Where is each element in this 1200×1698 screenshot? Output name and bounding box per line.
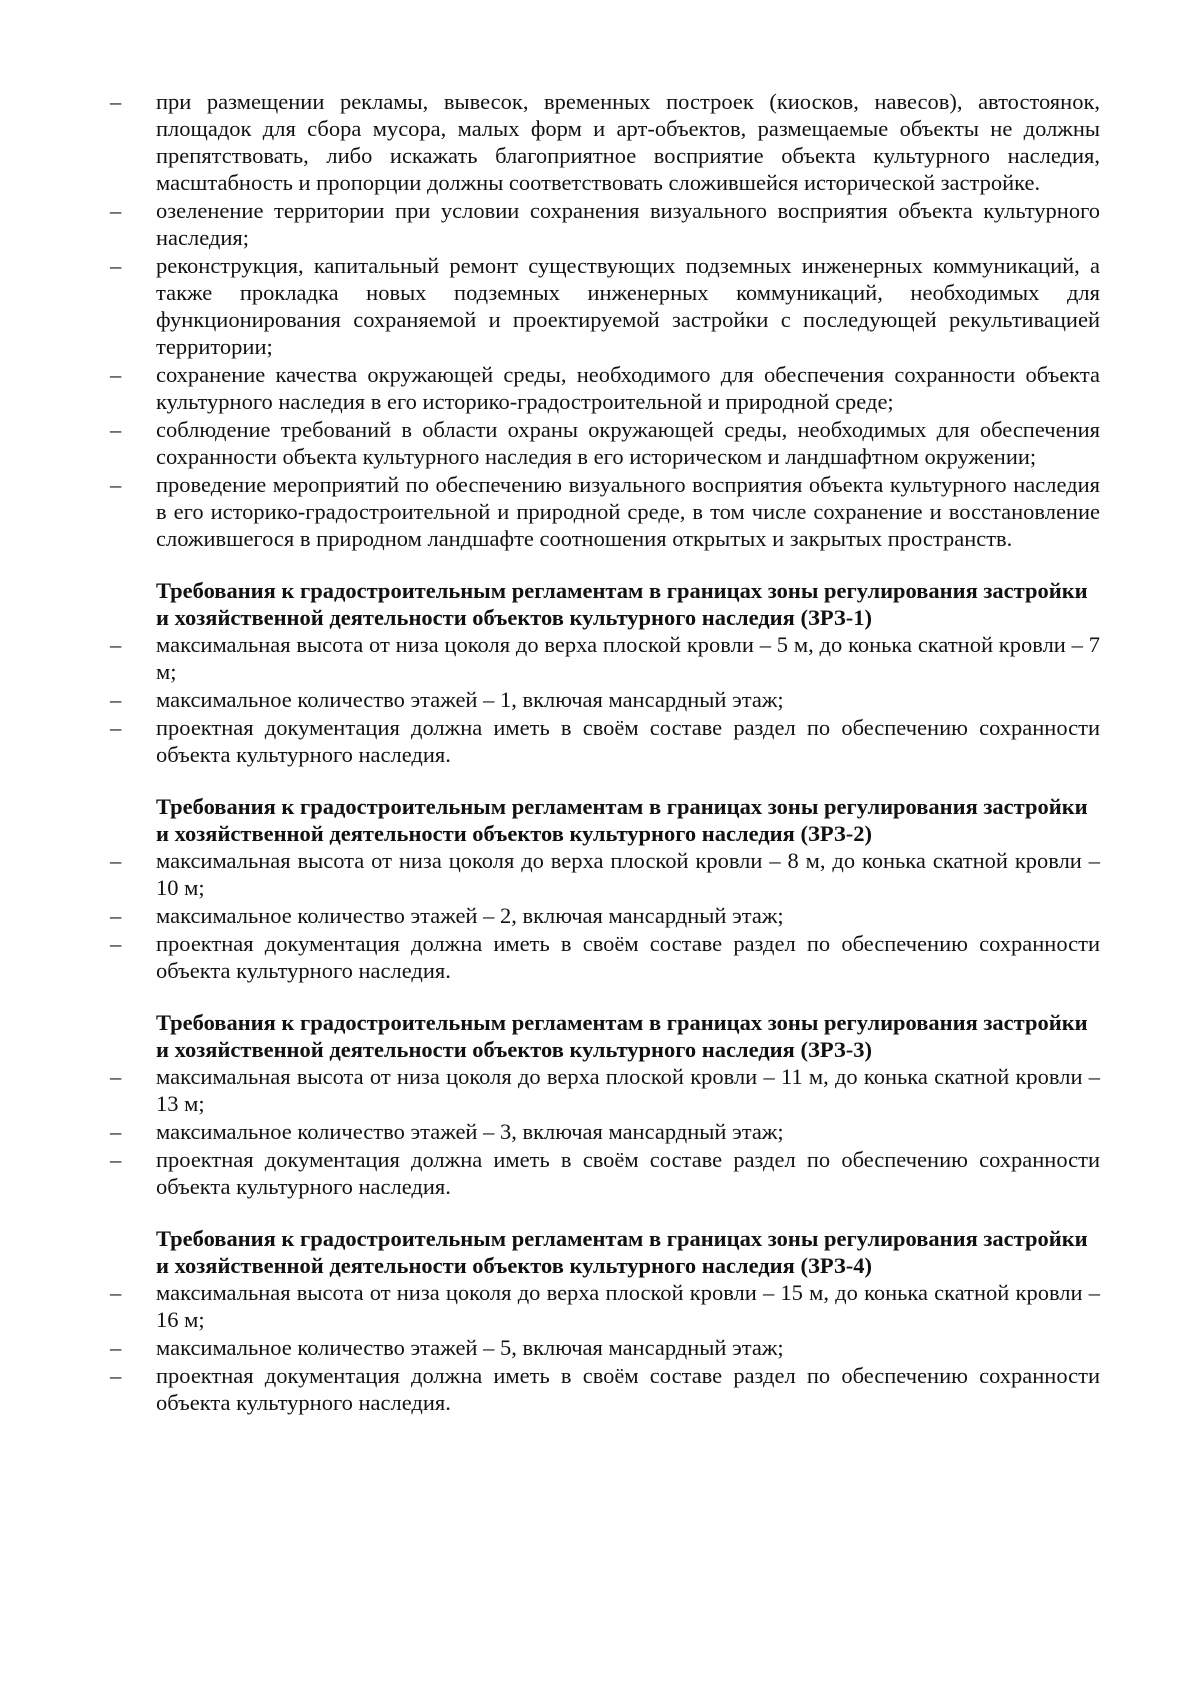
dash-marker: –	[110, 931, 122, 956]
list-item-text: проведение мероприятий по обеспечению визуального восприятия объекта культурного наследия в его историко-градостроительной и природной среде, в том числе сохранение и восстановление сложившегося в природном ландшафте соотношения открытых и закрытых пространств.	[156, 472, 1100, 551]
list-item	[110, 1118, 1100, 1145]
list-item	[110, 1334, 1100, 1361]
list-item-text: проектная документация должна иметь в своём составе раздел по обеспечению сохранности объекта культурного наследия.	[156, 715, 1100, 767]
section-title: Требования к градостроительным регламентам в границах зоны регулирования застройки и хозяйственной деятельности объектов культурного наследия (ЗРЗ-4)	[156, 1226, 1088, 1278]
section-zrz-2	[110, 793, 1100, 984]
dash-marker: –	[110, 253, 122, 278]
dash-marker: –	[110, 417, 122, 442]
list-item-text: при размещении рекламы, вывесок, временных построек (киосков, навесов), автостоянок, площадок для сбора мусора, малых форм и арт-объектов, размещаемые объекты не должны препятствовать, либо искажать благоприятное восприятие объекта культурного наследия, масштабность и пропорции должны соответствовать сложившейся исторической застройке.	[156, 89, 1100, 195]
dash-marker: –	[110, 1147, 122, 1172]
list-item-text: максимальная высота от низа цоколя до верха плоской кровли – 11 м, до конька скатной кровли – 13 м;	[156, 1064, 1100, 1116]
section-zrz-3	[110, 1009, 1100, 1200]
list-item	[110, 631, 1100, 685]
list-item-text: максимальное количество этажей – 5, включая мансардный этаж;	[156, 1335, 784, 1360]
list-item-text: максимальная высота от низа цоколя до верха плоской кровли – 8 м, до конька скатной кровли – 10 м;	[156, 848, 1100, 900]
list-item-text: максимальное количество этажей – 3, включая мансардный этаж;	[156, 1119, 784, 1144]
list-item-text: сохранение качества окружающей среды, необходимого для обеспечения сохранности объекта культурного наследия в его историко-градостроительной и природной среде;	[156, 362, 1100, 414]
dash-marker: –	[110, 715, 122, 740]
list-item	[110, 471, 1100, 552]
list-item	[110, 847, 1100, 901]
list-item	[110, 714, 1100, 768]
list-item	[110, 1279, 1100, 1333]
list-item	[110, 252, 1100, 360]
section-list	[110, 631, 1100, 768]
list-item	[110, 88, 1100, 196]
dash-marker: –	[110, 1119, 122, 1144]
list-item	[110, 1146, 1100, 1200]
list-item-text: озеленение территории при условии сохранения визуального восприятия объекта культурного наследия;	[156, 198, 1100, 250]
list-item-text: максимальное количество этажей – 1, включая мансардный этаж;	[156, 687, 784, 712]
list-item	[110, 416, 1100, 470]
dash-marker: –	[110, 1363, 122, 1388]
dash-marker: –	[110, 903, 122, 928]
dash-marker: –	[110, 1280, 122, 1305]
dash-marker: –	[110, 1064, 122, 1089]
list-item	[110, 902, 1100, 929]
list-item-text: проектная документация должна иметь в своём составе раздел по обеспечению сохранности объекта культурного наследия.	[156, 931, 1100, 983]
document-content	[110, 88, 1100, 1417]
list-item-text: максимальная высота от низа цоколя до верха плоской кровли – 15 м, до конька скатной кровли – 16 м;	[156, 1280, 1100, 1332]
section-zrz-1	[110, 577, 1100, 768]
list-item-text: проектная документация должна иметь в своём составе раздел по обеспечению сохранности объекта культурного наследия.	[156, 1147, 1100, 1199]
dash-marker: –	[110, 632, 122, 657]
section-list	[110, 1063, 1100, 1200]
dash-marker: –	[110, 1335, 122, 1360]
list-item	[110, 361, 1100, 415]
list-item-text: проектная документация должна иметь в своём составе раздел по обеспечению сохранности объекта культурного наследия.	[156, 1363, 1100, 1415]
section-title: Требования к градостроительным регламентам в границах зоны регулирования застройки и хозяйственной деятельности объектов культурного наследия (ЗРЗ-1)	[156, 578, 1088, 630]
list-item-text: максимальная высота от низа цоколя до верха плоской кровли – 5 м, до конька скатной кровли – 7 м;	[156, 632, 1100, 684]
list-item	[110, 197, 1100, 251]
section-zrz-4	[110, 1225, 1100, 1416]
section-list	[110, 847, 1100, 984]
dash-marker: –	[110, 198, 122, 223]
list-item-text: соблюдение требований в области охраны окружающей среды, необходимых для обеспечения сохранности объекта культурного наследия в его историческом и ландшафтном окружении;	[156, 417, 1100, 469]
section-title: Требования к градостроительным регламентам в границах зоны регулирования застройки и хозяйственной деятельности объектов культурного наследия (ЗРЗ-3)	[156, 1010, 1088, 1062]
section-list	[110, 1279, 1100, 1416]
dash-marker: –	[110, 89, 122, 114]
list-item	[110, 930, 1100, 984]
dash-marker: –	[110, 362, 122, 387]
dash-marker: –	[110, 848, 122, 873]
list-item-text: максимальное количество этажей – 2, включая мансардный этаж;	[156, 903, 784, 928]
list-item	[110, 686, 1100, 713]
list-item-text: реконструкция, капитальный ремонт существующих подземных инженерных коммуникаций, а также прокладка новых подземных инженерных коммуникаций, необходимых для функционирования сохраняемой и проектируемой застройки с последующей рекультивацией территории;	[156, 253, 1100, 359]
dash-marker: –	[110, 472, 122, 497]
section-title: Требования к градостроительным регламентам в границах зоны регулирования застройки и хозяйственной деятельности объектов культурного наследия (ЗРЗ-2)	[156, 794, 1088, 846]
intro-list	[110, 88, 1100, 552]
list-item	[110, 1063, 1100, 1117]
list-item	[110, 1362, 1100, 1416]
dash-marker: –	[110, 687, 122, 712]
